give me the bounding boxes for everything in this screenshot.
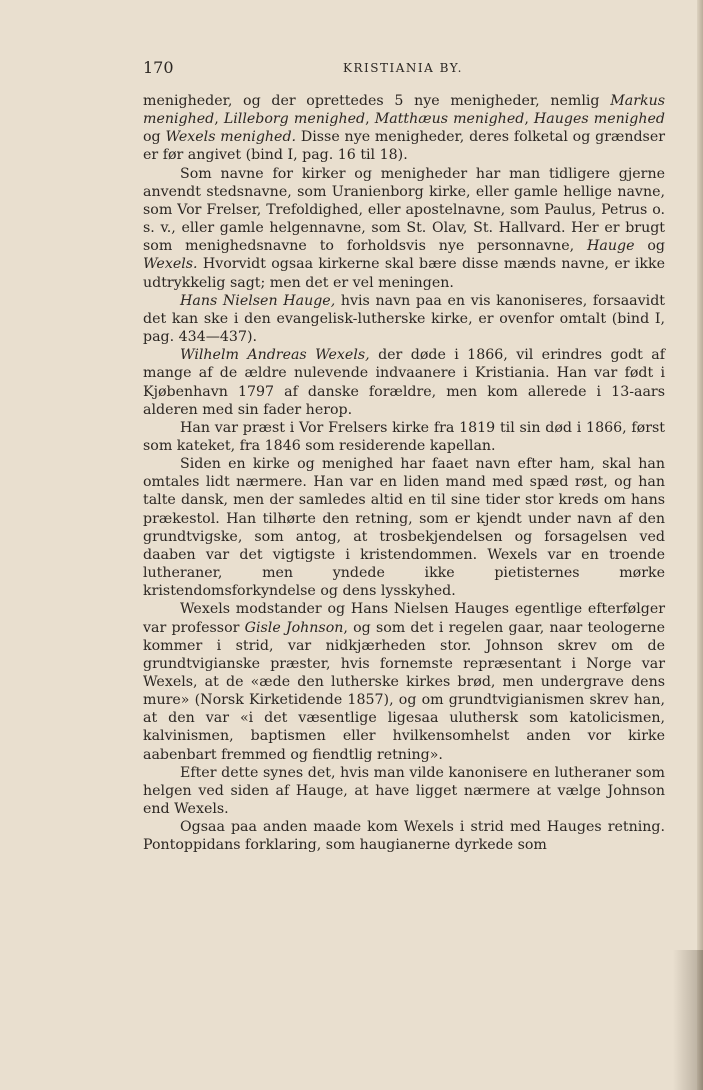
italic-run: Markus menighed [143, 93, 665, 128]
italic-run: Lilleborg menighed [223, 111, 366, 128]
text-run: , og som det i regelen gaar, naar teologerne kommer i strid, var nidkjærheden stor. Johnson skrev om de grundtvigianske præster, hvis fornemste repræsentant i Norge var Wexels, at de «æde den lutherske kirkes brød, men undergrave dens mure» (Norsk Kirketidende 1857), og om grundtvigianismen skrev han, at den var «i det væsentlige ligesaa uluthersk som katolicismen, kalvinismen, baptismen eller hvilkensomhelst anden vor kirke aabenbart fremmed og fiendtlig retning». [143, 619, 666, 763]
text-run: og [634, 238, 665, 255]
text-run: menigheder, og der oprettedes 5 nye menigheder, nemlig [143, 93, 611, 109]
paragraph [143, 419, 665, 455]
paragraph [143, 764, 665, 818]
paragraph [143, 818, 665, 854]
italic-run: Hans Nielsen Hauge, [180, 292, 336, 309]
text-run: , [524, 111, 534, 128]
italic-run: Wexels menighed. [165, 129, 297, 146]
text-run: Han var præst i Vor Frelsers kirke fra 1819 til sin død i 1866, først som kateket, fra 1846 som residerende kapellan. [143, 419, 665, 454]
body-text [143, 92, 665, 855]
text-run: , [214, 111, 224, 128]
paragraph [143, 346, 665, 419]
running-title: KRISTIANIA BY. [343, 61, 463, 75]
italic-run: Hauges menighed [533, 111, 665, 128]
text-run: der døde i 1866, vil erindres godt af mange af de ældre nulevende indvaanere i Kristiania. Han var født i Kjøbenhavn 1797 af danske forældre, men kom allerede i 13-aars alderen med sin fader herop. [143, 347, 665, 418]
text-run: Ogsaa paa anden maade kom Wexels i strid med Hauges retning. Pontoppidans forklaring, som haugianerne dyrkede som [143, 819, 665, 854]
text-run: og [143, 129, 166, 146]
text-run: Som navne for kirker og menigheder har man tidligere gjerne anvendt stedsnavne, som Uranienborg kirke, eller gamle hellige navne, som Vor Frelser, Trefoldighed, eller apostelnavne, som Paulus, Petrus o. s. v., eller gamle helgennavne, som St. Olav, St. Hallvard. Her er brugt som menighedsnavne to forholdsvis nye personnavne, [143, 165, 665, 255]
paragraph [143, 92, 665, 165]
text-run: , [365, 111, 375, 128]
text-run: Siden en kirke og menighed har faaet navn efter ham, skal han omtales lidt nærmere. Han var en liden mand med spæd røst, og han talte dansk, men der samledes altid en til sine tider stor kreds om hans prækestol. Han tilhørte den retning, som er kjendt under navn af den grundtvigske, som antog, at trosbekjendelsen og forsagelsen ved daaben var det vigtigste i kristendommen. Wexels var en troende lutheraner, men yndede ikke pietisternes mørke kristendomsforkyndelse og dens lysskyhed. [143, 456, 665, 600]
text-run: Efter dette synes det, hvis man vilde kanonisere en lutheraner som helgen ved siden af Hauge, at have ligget nærmere at vælge Johnson end Wexels. [143, 764, 665, 818]
paragraph [143, 292, 665, 346]
paragraph [143, 455, 665, 600]
paragraph [143, 165, 665, 292]
page-header [143, 58, 663, 80]
page-number: 170 [143, 58, 174, 77]
text-run: Disse nye menigheder, deres folketal og grændser er før angivet (bind I, pag. 16 til 18). [143, 129, 666, 164]
italic-run: Gisle Johnson [244, 619, 344, 636]
text-run: hvis navn paa en vis kanoniseres, forsaavidt det kan ske i den evangelisk-lutherske kirke, er ovenfor omtalt (bind I, pag. 434—437). [143, 292, 665, 346]
page-edge [697, 0, 703, 1090]
italic-run: Wexels. [143, 256, 198, 273]
page-shadow [673, 950, 703, 1090]
text-run: Hvorvidt ogsaa kirkerne skal bære disse mænds navne, er ikke udtrykkelig sagt; men det er vel meningen. [143, 256, 665, 291]
italic-run: Wilhelm Andreas Wexels, [180, 347, 370, 364]
italic-run: Hauge [587, 238, 635, 255]
paragraph [143, 600, 665, 763]
italic-run: Matthæus menighed [374, 111, 525, 128]
text-run: Wexels modstander og Hans Nielsen Hauges egentlige efterfølger var professor [143, 601, 665, 636]
